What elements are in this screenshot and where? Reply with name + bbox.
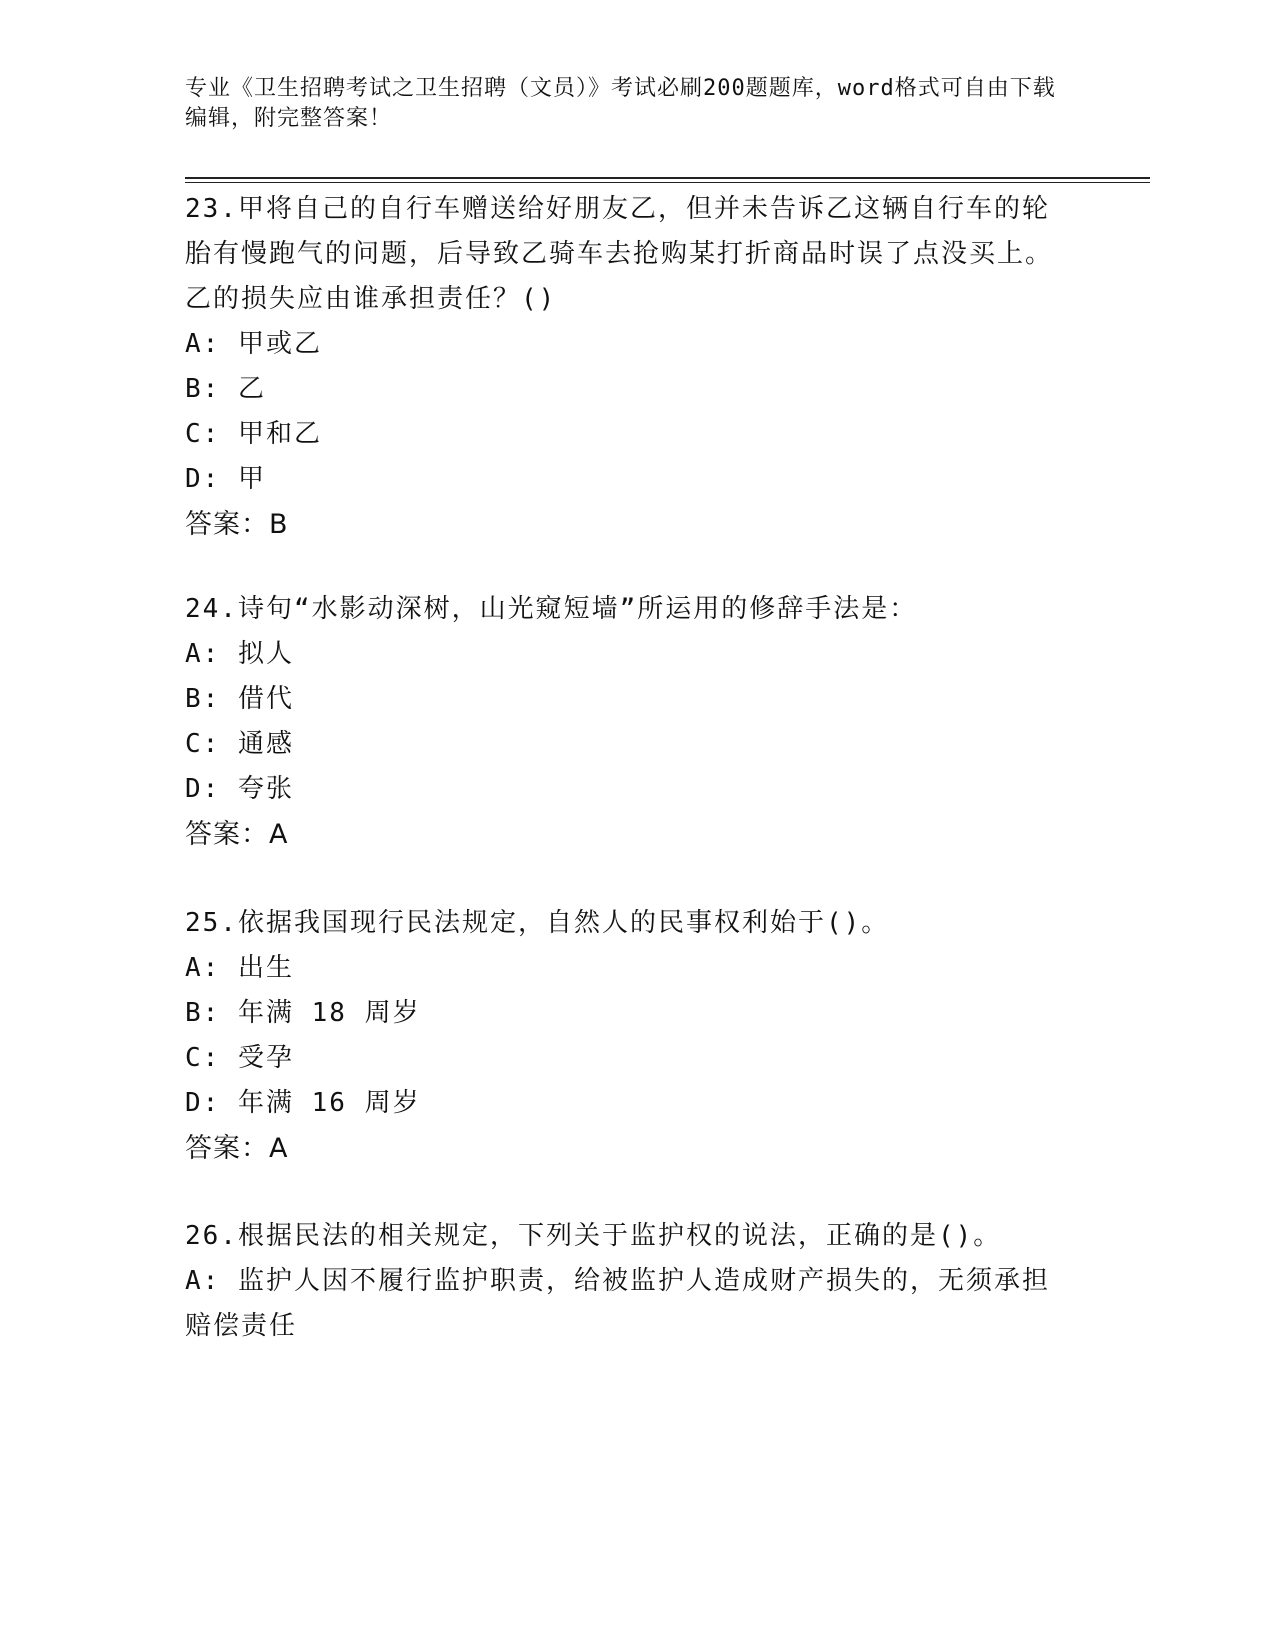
option-b: B: 借代 [185, 684, 294, 714]
question-23 [185, 187, 1075, 547]
option-a: A: 监护人因不履行监护职责，给被监护人造成财产损失的，无须承担赔偿责任 [185, 1266, 1050, 1341]
option-c: C: 受孕 [185, 1043, 294, 1073]
question-stem: 25.依据我国现行民法规定，自然人的民事权利始于()。 [185, 908, 890, 938]
question-25 [185, 901, 1075, 1171]
option-a: A: 拟人 [185, 639, 294, 669]
question-24 [185, 587, 1075, 857]
answer-line: 答案：A [185, 819, 289, 850]
header-rule-thick [185, 177, 1150, 179]
option-d: D: 甲 [185, 464, 266, 494]
answer-line: 答案：A [185, 1133, 289, 1164]
header-rule-thin [185, 182, 1150, 183]
option-d: D: 夸张 [185, 774, 294, 804]
option-b: B: 乙 [185, 374, 266, 404]
option-d: D: 年满 16 周岁 [185, 1088, 421, 1118]
document-header: 专业《卫生招聘考试之卫生招聘（文员）》考试必刷200题题库，word格式可自由下载编辑，附完整答案！ [185, 76, 1056, 131]
option-a: A: 出生 [185, 953, 294, 983]
question-stem: 26.根据民法的相关规定，下列关于监护权的说法，正确的是()。 [185, 1221, 1002, 1251]
option-c: C: 通感 [185, 729, 294, 759]
question-stem: 23.甲将自己的自行车赠送给好朋友乙，但并未告诉乙这辆自行车的轮胎有慢跑气的问题，后导致乙骑车去抢购某打折商品时误了点没买上。乙的损失应由谁承担责任？() [185, 194, 1054, 314]
question-26 [185, 1214, 1075, 1349]
option-c: C: 甲和乙 [185, 419, 322, 449]
answer-line: 答案：B [185, 509, 289, 540]
option-a: A: 甲或乙 [185, 329, 322, 359]
option-b: B: 年满 18 周岁 [185, 998, 421, 1028]
question-stem: 24.诗句“水影动深树，山光窥短墙”所运用的修辞手法是： [185, 594, 918, 624]
